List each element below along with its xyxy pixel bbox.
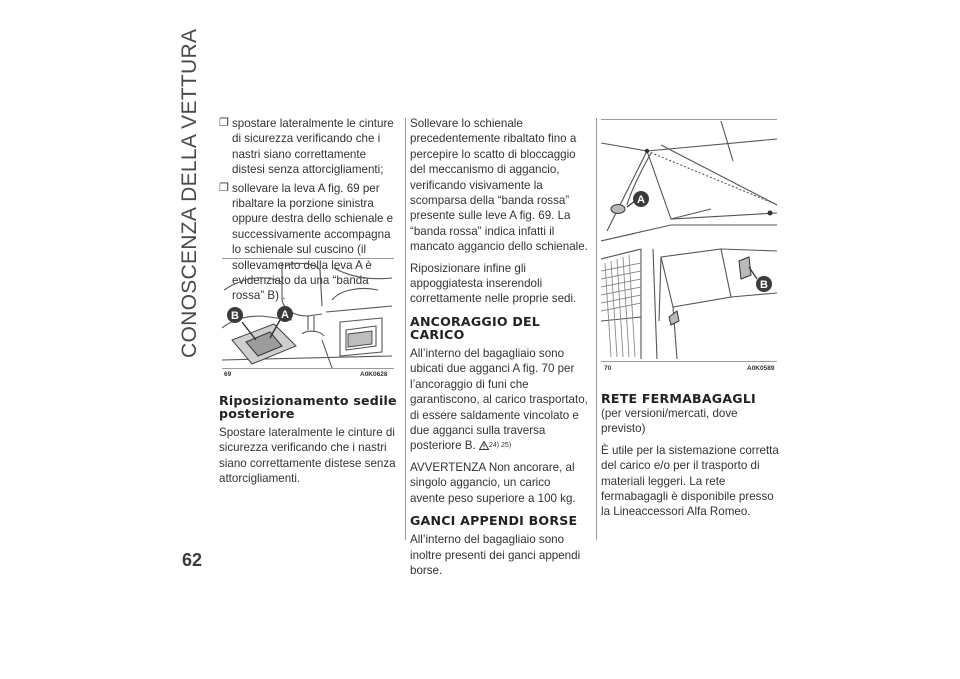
section-heading: GANCI APPENDI BORSE bbox=[410, 513, 578, 529]
figure-69-label-a: A bbox=[281, 309, 289, 321]
checkbox-bullet-icon: ❐ bbox=[219, 181, 229, 194]
figure-70-code: A0K0589 bbox=[747, 365, 775, 372]
warning-references: 24) 25) bbox=[488, 442, 512, 450]
figure-69-illustration bbox=[222, 260, 394, 368]
paragraph: Spostare lateralmente le cinture di sicurezza verificando che i nastri siano correttamente distese senza attorcigliamenti. bbox=[219, 426, 396, 486]
figure-70-label-a: A bbox=[637, 194, 645, 206]
paragraph bbox=[410, 346, 588, 454]
figure-69-code: A0K0628 bbox=[360, 371, 388, 378]
figure-70-number: 70 bbox=[604, 365, 612, 372]
page-number: 62 bbox=[182, 550, 203, 570]
column-divider-2 bbox=[596, 118, 597, 540]
paragraph: È utile per la sistemazione corretta del carico e/o per il trasporto di materiali leggeri. La rete fermabagagli è disponibile presso la Lineaccessori Alfa Romeo. bbox=[601, 443, 779, 519]
column-divider-1 bbox=[405, 118, 406, 540]
figure-70-top-rule bbox=[601, 119, 777, 120]
column-1-lower bbox=[219, 394, 397, 493]
paragraph: Sollevare lo schienale precedentemente ribaltato fino a percepire lo scatto di bloccaggio del meccanismo di aggancio, verificando visivamente la scomparsa della “banda rossa” presente sulle leve A fig. 69. La “banda rossa” indica infatti il mancato aggancio dello schienale. bbox=[410, 117, 588, 254]
figure-70-label-b: B bbox=[760, 279, 768, 291]
paragraph: AVVERTENZA Non ancorare, al singolo aggancio, un carico avente peso superiore a 100 kg. bbox=[410, 460, 576, 505]
figure-70-illustration bbox=[601, 121, 777, 359]
bullet-item bbox=[219, 116, 394, 178]
column-2 bbox=[410, 116, 588, 584]
subnote: (per versioni/mercati, dove previsto) bbox=[601, 407, 738, 436]
warning-triangle-icon bbox=[479, 439, 489, 454]
column-3 bbox=[601, 392, 779, 526]
paragraph: Riposizionare infine gli appoggiatesta inserendoli correttamente nelle proprie sedi. bbox=[410, 261, 577, 306]
figure-69-label-b: B bbox=[231, 310, 239, 322]
paragraph-text: All’interno del bagagliaio sono ubicati due agganci A fig. 70 per l’ancoraggio di funi che garantiscono, al carico trasportato, di essere saldamente vincolato e due agganci sulla traversa posteriore B. bbox=[410, 346, 588, 453]
figure-69-number: 69 bbox=[224, 371, 232, 378]
bullet-text: sollevare la leva A fig. 69 per ribaltare la porzione sinistra oppure destra dello schienale e successivamente accompagna lo schienale sul cuscino (il sollevamento della leva A è evidenziato da una “banda rossa” B) . bbox=[232, 181, 394, 303]
figure-69-bottom-rule bbox=[222, 368, 394, 369]
figure-69-top-rule bbox=[222, 258, 394, 259]
section-heading: Riposizionamento sedile posteriore bbox=[219, 393, 397, 421]
paragraph: All’interno del bagagliaio sono inoltre presenti dei ganci appendi borse. bbox=[410, 533, 581, 577]
section-heading: RETE FERMABAGAGLI bbox=[601, 391, 756, 406]
section-title: CONOSCENZA DELLA VETTURA bbox=[178, 28, 201, 358]
section-heading: ANCORAGGIO DEL CARICO bbox=[410, 313, 541, 342]
checkbox-bullet-icon: ❐ bbox=[219, 117, 229, 129]
bullet-text: spostare lateralmente le cinture di sicurezza verificando che i nastri siano correttamente distesi senza attorcigliamenti; bbox=[232, 117, 394, 177]
figure-70-bottom-rule bbox=[601, 361, 777, 362]
